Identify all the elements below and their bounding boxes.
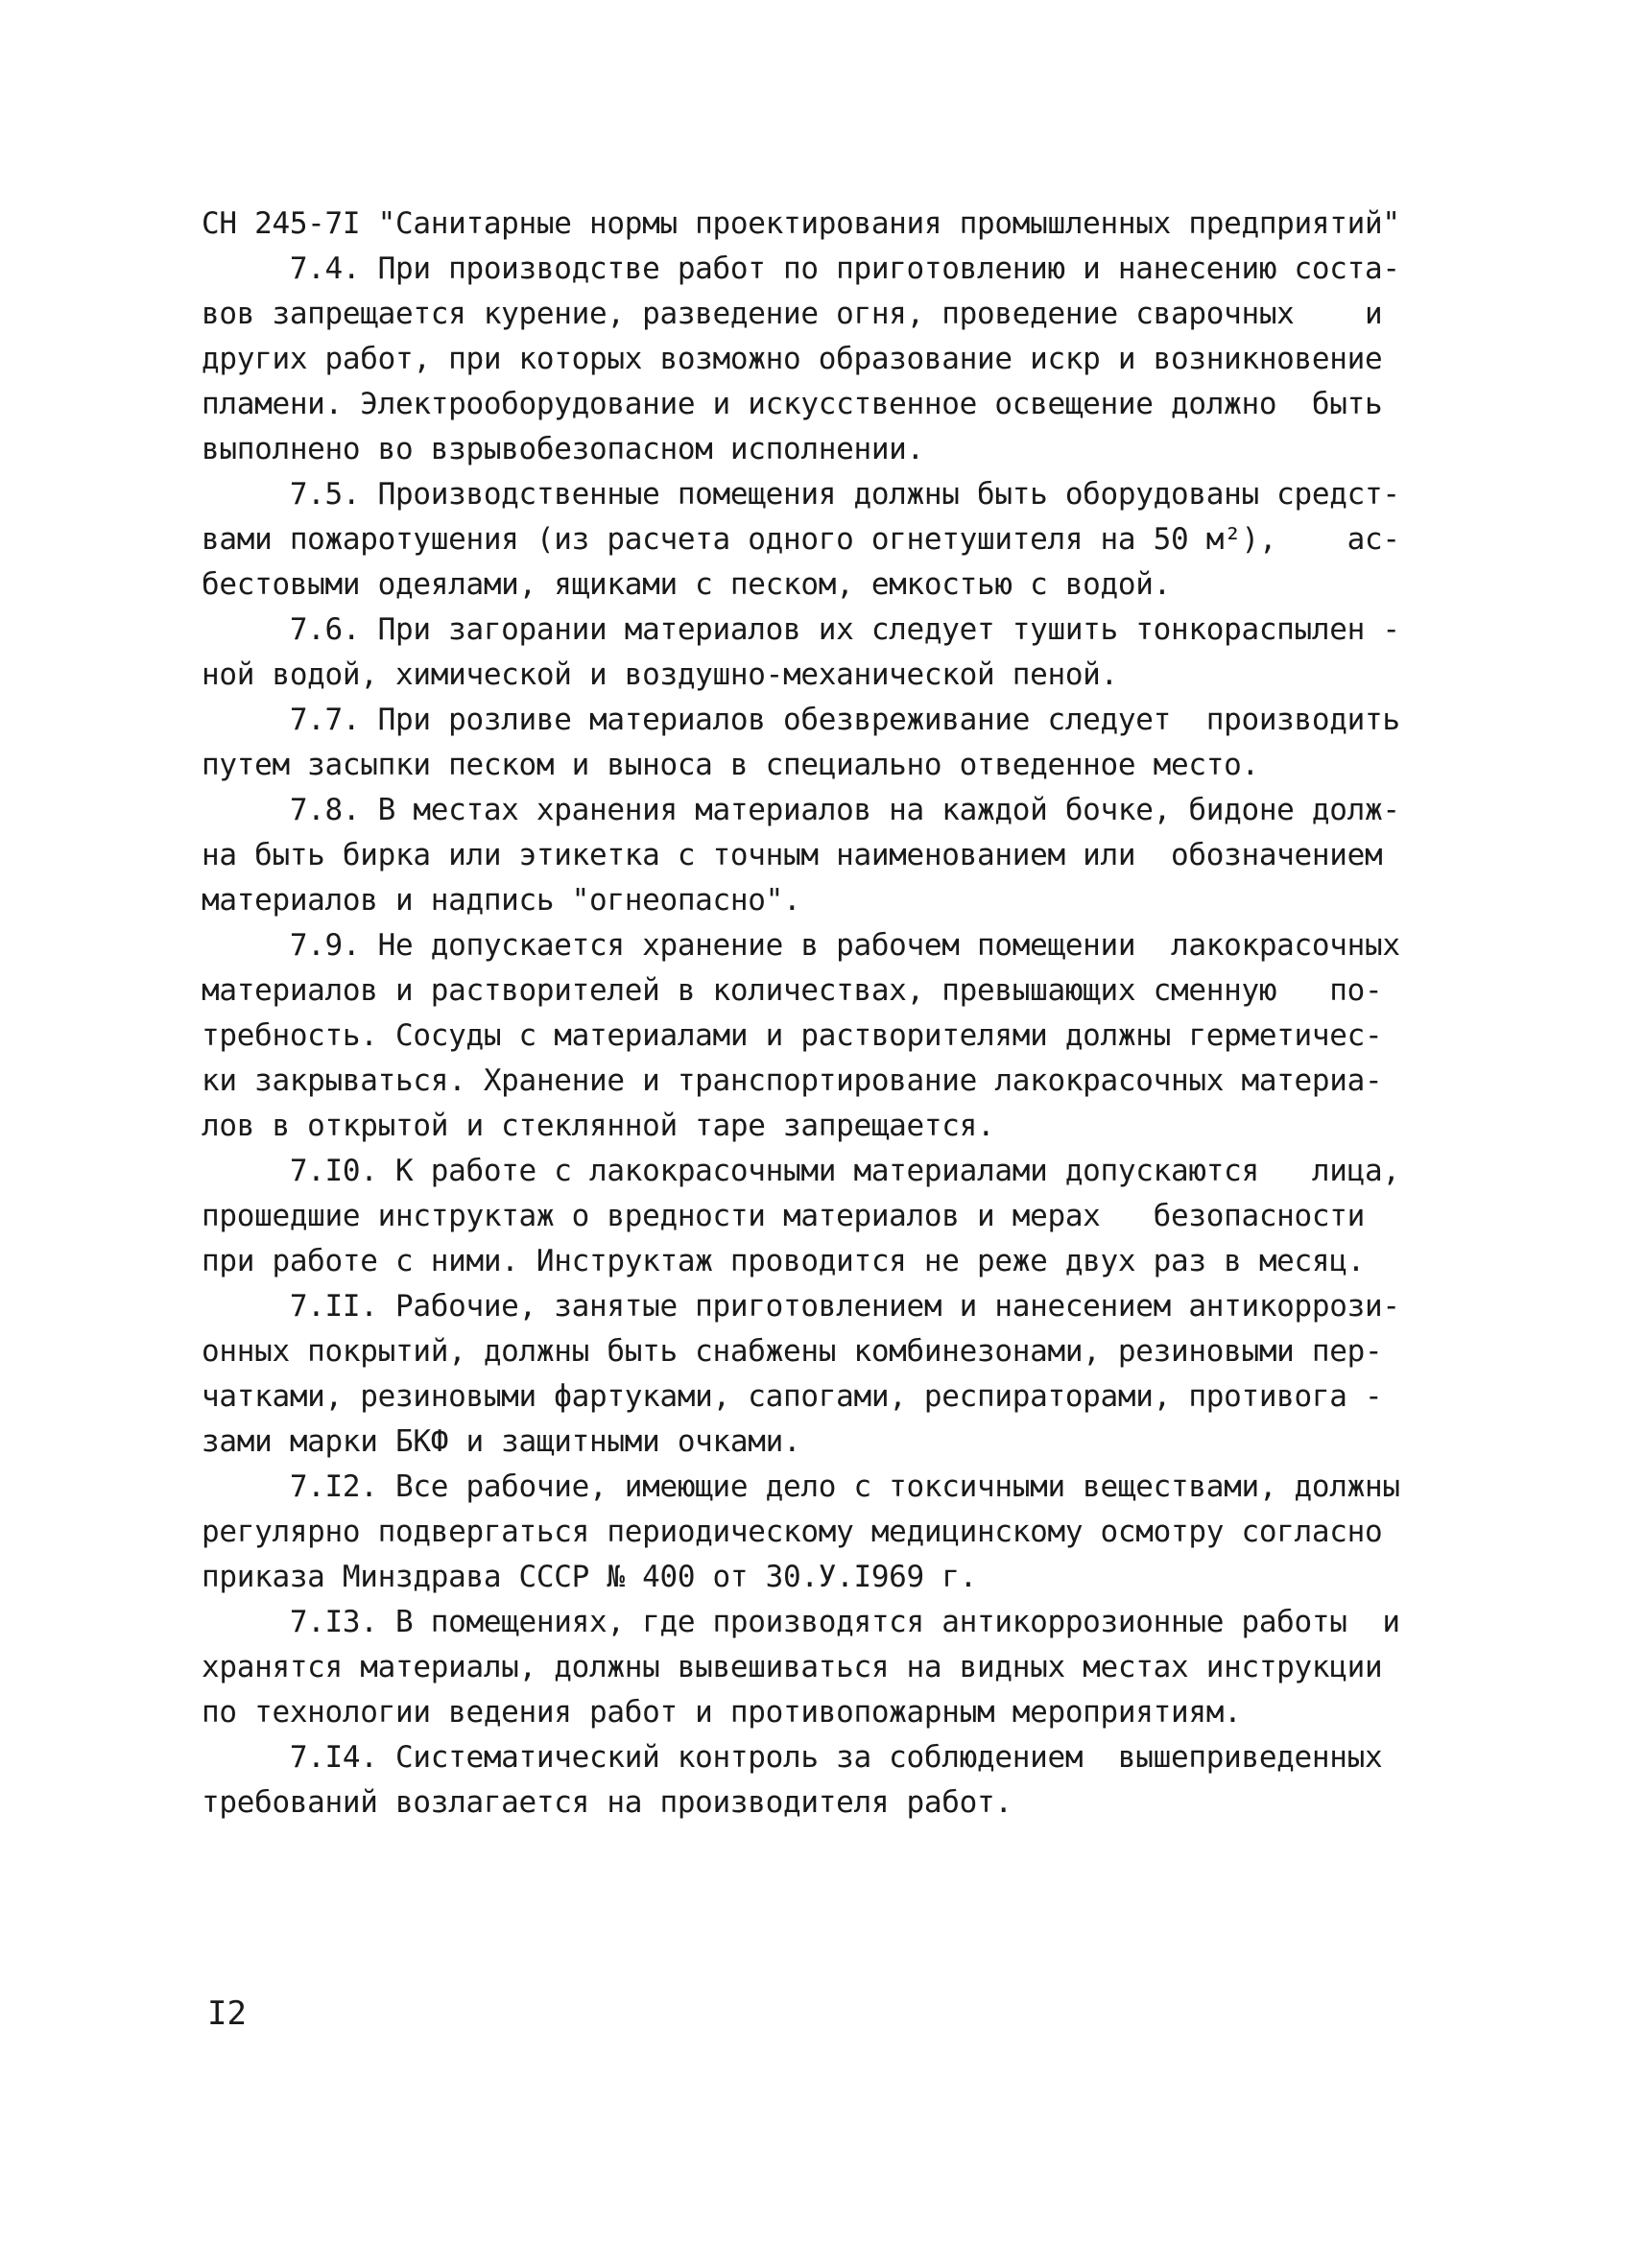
text-line: по технологии ведения работ и противопожарным мероприятиям.	[202, 1695, 1242, 1730]
text-line: 7.I0. К работе с лакокрасочными материалами допускаются лица,	[202, 1154, 1400, 1188]
text-line: пламени. Электрооборудование и искусственное освещение должно быть	[202, 387, 1383, 421]
text-line: хранятся материалы, должны вывешиваться на видных местах инструкции	[202, 1650, 1383, 1684]
text-line: бестовыми одеялами, ящиками с песком, емкостью с водой.	[202, 567, 1171, 602]
text-line: выполнено во взрывобезопасном исполнении.	[202, 432, 924, 466]
text-line: ной водой, химической и воздушно-механической пеной.	[202, 657, 1118, 692]
text-line: 7.I3. В помещениях, где производятся антикоррозионные работы и	[202, 1605, 1400, 1639]
text-line: регулярно подвергаться периодическому медицинскому осмотру согласно	[202, 1515, 1383, 1549]
text-line: 7.7. При розливе материалов обезвреживание следует производить	[202, 703, 1400, 737]
text-line: лов в открытой и стеклянной таре запрещается.	[202, 1109, 995, 1143]
text-line: путем засыпки песком и выноса в специально отведенное место.	[202, 748, 1259, 782]
text-line: прошедшие инструктаж о вредности материалов и мерах безопасности	[202, 1199, 1365, 1233]
text-line: 7.8. В местах хранения материалов на каждой бочке, бидоне долж-	[202, 793, 1400, 827]
text-line: материалов и надпись "огнеопасно".	[202, 883, 801, 918]
text-line: 7.II. Рабочие, занятые приготовлением и нанесением антикоррози-	[202, 1289, 1400, 1324]
text-line: вами пожаротушения (из расчета одного огнетушителя на 50 м²), ас-	[202, 522, 1400, 557]
text-line: на быть бирка или этикетка с точным наименованием или обозначением	[202, 838, 1383, 872]
text-line: 7.9. Не допускается хранение в рабочем помещении лакокрасочных	[202, 928, 1400, 963]
text-line: 7.I2. Все рабочие, имеющие дело с токсичными веществами, должны	[202, 1469, 1400, 1504]
text-line: требований возлагается на производителя работ.	[202, 1785, 1013, 1820]
text-line: других работ, при которых возможно образование искр и возникновение	[202, 342, 1383, 376]
text-line: ки закрываться. Хранение и транспортирование лакокрасочных материа-	[202, 1063, 1383, 1098]
text-line: вов запрещается курение, разведение огня, проведение сварочных и	[202, 297, 1383, 331]
text-line: 7.6. При загорании материалов их следует тушить тонкораспылен -	[202, 612, 1400, 647]
text-line: 7.I4. Систематический контроль за соблюдением вышеприведенных	[202, 1740, 1383, 1775]
text-line: 7.4. При производстве работ по приготовлению и нанесению соста-	[202, 251, 1400, 286]
text-line: чатками, резиновыми фартуками, сапогами, респираторами, противога -	[202, 1379, 1383, 1414]
text-line: приказа Минздрава СССР № 400 от 30.У.I969 г.	[202, 1560, 977, 1594]
text-line: онных покрытий, должны быть снабжены комбинезонами, резиновыми пер-	[202, 1334, 1383, 1369]
text-line: СН 245-7I "Санитарные нормы проектирования промышленных предприятий"	[202, 206, 1400, 241]
text-line: при работе с ними. Инструктаж проводится не реже двух раз в месяц.	[202, 1244, 1365, 1278]
text-line: зами марки БКФ и защитными очками.	[202, 1424, 801, 1459]
page-number: I2	[207, 1994, 247, 2033]
text-line: требность. Сосуды с материалами и растворителями должны герметичес-	[202, 1018, 1383, 1053]
body-text	[202, 202, 1449, 1826]
text-line: 7.5. Производственные помещения должны быть оборудованы средст-	[202, 477, 1400, 512]
text-line: материалов и растворителей в количествах, превышающих сменную по-	[202, 973, 1383, 1008]
